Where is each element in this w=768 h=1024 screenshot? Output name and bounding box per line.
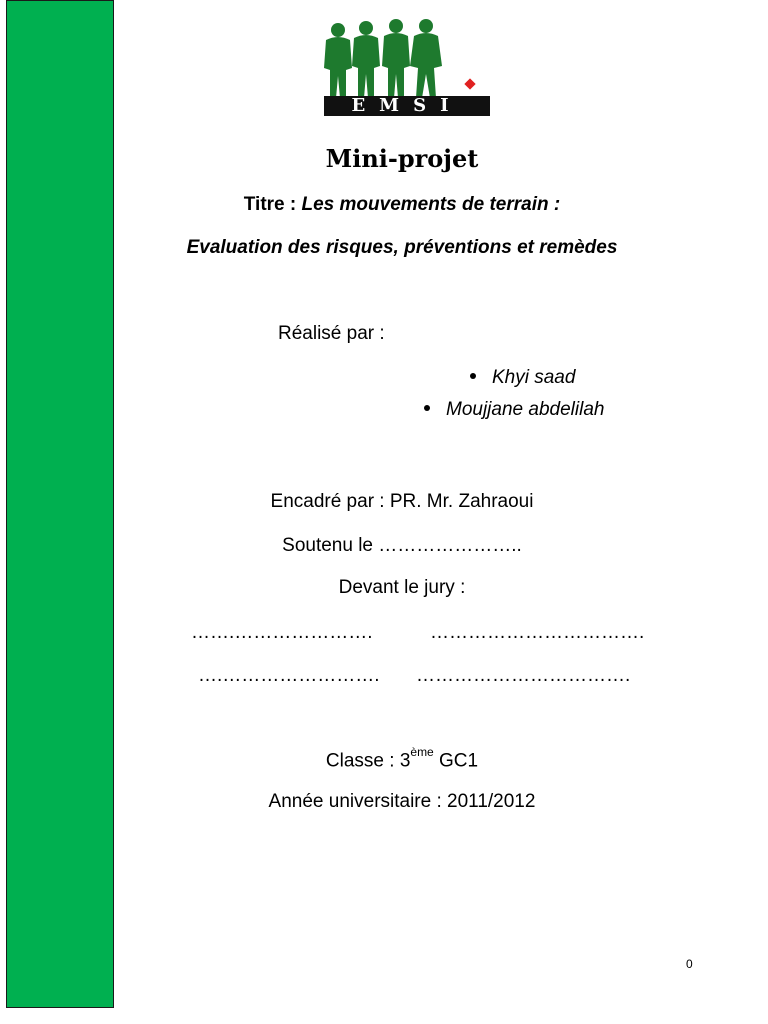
soutenu-line: Soutenu le ………………….. <box>282 535 522 556</box>
author-name: Khyi saad <box>492 367 576 388</box>
jury-blank: ……………………………. <box>416 665 631 686</box>
encadre-line: Encadré par : PR. Mr. Zahraoui <box>270 491 534 512</box>
jury-blank: …….…………………. <box>191 622 373 643</box>
classe-sup: ème <box>410 745 434 759</box>
page-number: 0 <box>686 957 693 971</box>
annee-line: Année universitaire : 2011/2012 <box>268 791 536 812</box>
classe-rest: GC1 <box>433 750 479 772</box>
realise-label: Réalisé par : <box>278 323 385 344</box>
classe-line <box>114 745 690 772</box>
subtitle-line <box>114 194 690 216</box>
subtitle-label: Titre : <box>243 194 302 215</box>
author-item <box>470 367 575 389</box>
jury-blank: ….……………………. <box>198 665 380 686</box>
document-title: Mini-projet <box>325 144 479 173</box>
green-sidebar <box>6 0 114 1008</box>
bullet-icon <box>470 373 476 379</box>
jury-blank: ……………………………. <box>430 622 645 643</box>
subtitle-second-line: Evaluation des risques, préventions et remèdes <box>186 237 618 258</box>
jury-label: Devant le jury : <box>338 577 466 598</box>
author-name: Moujjane abdelilah <box>446 399 605 420</box>
author-item <box>424 399 604 421</box>
classe-label: Classe : 3 <box>325 750 411 772</box>
subtitle-text: Les mouvements de terrain : <box>301 194 561 215</box>
emsi-logo <box>316 18 492 118</box>
bullet-icon <box>424 405 430 411</box>
logo-text: EMSI <box>351 95 463 116</box>
